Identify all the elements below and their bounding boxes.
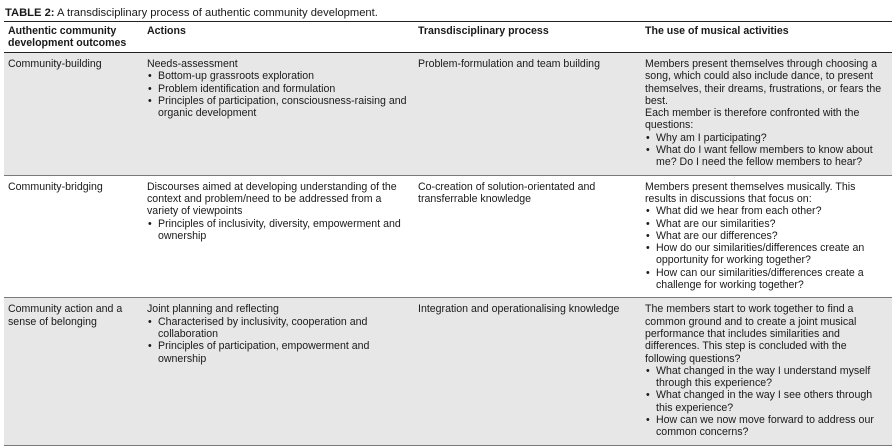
- music-intro: Members present themselves through choosing a song, which could also include dance, to present themselves, their dreams, frustrations, or fears the best.: [645, 58, 882, 107]
- list-item: • Why am I participating?: [645, 132, 888, 144]
- music-questions-list: [645, 205, 888, 291]
- actions-intro: Needs-assessment: [147, 58, 238, 70]
- cell-actions: [143, 298, 414, 445]
- cell-music: [641, 298, 892, 445]
- cell-actions: [143, 53, 414, 176]
- music-intro-2: Each member is therefore confronted with the questions:: [645, 107, 860, 132]
- table-caption: [5, 7, 378, 19]
- list-item: • What are our differences?: [645, 230, 888, 242]
- actions-intro: Discourses aimed at developing understanding of the context and problem/need to be addressed from a variety of viewpoints: [147, 180, 397, 218]
- list-item: • How can we now move forward to address our common concerns?: [645, 414, 888, 439]
- list-item: • Problem identification and formulation: [147, 83, 410, 95]
- cell-process: Co-creation of solution-orientated and transferrable knowledge: [418, 180, 596, 205]
- actions-intro: Joint planning and reflecting: [147, 303, 279, 316]
- cell-actions: [143, 175, 414, 298]
- list-item: • What did we hear from each other?: [645, 205, 888, 217]
- list-item: • Principles of inclusivity, diversity, empowerment and ownership: [147, 218, 410, 243]
- list-item: • Principles of participation, empowerment and ownership: [147, 340, 410, 365]
- table-caption-label: TABLE 2:: [5, 7, 55, 19]
- header-outcomes: Authentic community development outcomes: [8, 25, 127, 49]
- cell-process: Integration and operationalising knowledge: [418, 303, 620, 316]
- header-process: Transdisciplinary process: [418, 25, 549, 37]
- music-questions-list: [645, 132, 888, 169]
- list-item: • Bottom-up grassroots exploration: [147, 70, 410, 82]
- table-caption-text: A transdisciplinary process of authentic community development.: [54, 7, 378, 19]
- music-questions-list: [645, 365, 888, 439]
- actions-list: [147, 70, 410, 119]
- list-item: • How do our similarities/differences create an opportunity for working together?: [645, 242, 888, 267]
- list-item: • What changed in the way I understand myself through this experience?: [645, 365, 888, 390]
- cell-outcome: Community-bridging: [8, 180, 103, 193]
- list-item: • What are our similarities?: [645, 218, 888, 230]
- table-row: [4, 53, 892, 176]
- music-intro: The members start to work together to find a common ground and to create a joint musical performance that includes similarities and differences. This step is concluded with the following questions?: [645, 303, 857, 365]
- cell-process: Problem-formulation and team building: [418, 58, 600, 70]
- table-row: [4, 175, 892, 298]
- header-actions: Actions: [147, 25, 186, 37]
- actions-list: [147, 218, 410, 243]
- music-intro: Members present themselves musically. This results in discussions that focus on:: [645, 180, 856, 205]
- community-development-table: [4, 21, 892, 446]
- list-item: • Characterised by inclusivity, cooperation and collaboration: [147, 316, 410, 341]
- list-item: • How can our similarities/differences create a challenge for working together?: [645, 267, 888, 292]
- list-item: • Principles of participation, consciousness-raising and organic development: [147, 95, 410, 120]
- cell-music: [641, 53, 892, 176]
- cell-music: [641, 175, 892, 298]
- table-header-row: [4, 22, 892, 53]
- list-item: • What changed in the way I see others through this experience?: [645, 389, 888, 414]
- cell-outcome: Community action and a sense of belonging: [8, 303, 123, 328]
- list-item: • What do I want fellow members to know about me? Do I need the fellow members to hear?: [645, 144, 888, 169]
- cell-outcome: Community-building: [8, 58, 102, 70]
- table-row: [4, 298, 892, 445]
- header-musical-activities: The use of musical activities: [645, 25, 789, 37]
- actions-list: [147, 316, 410, 365]
